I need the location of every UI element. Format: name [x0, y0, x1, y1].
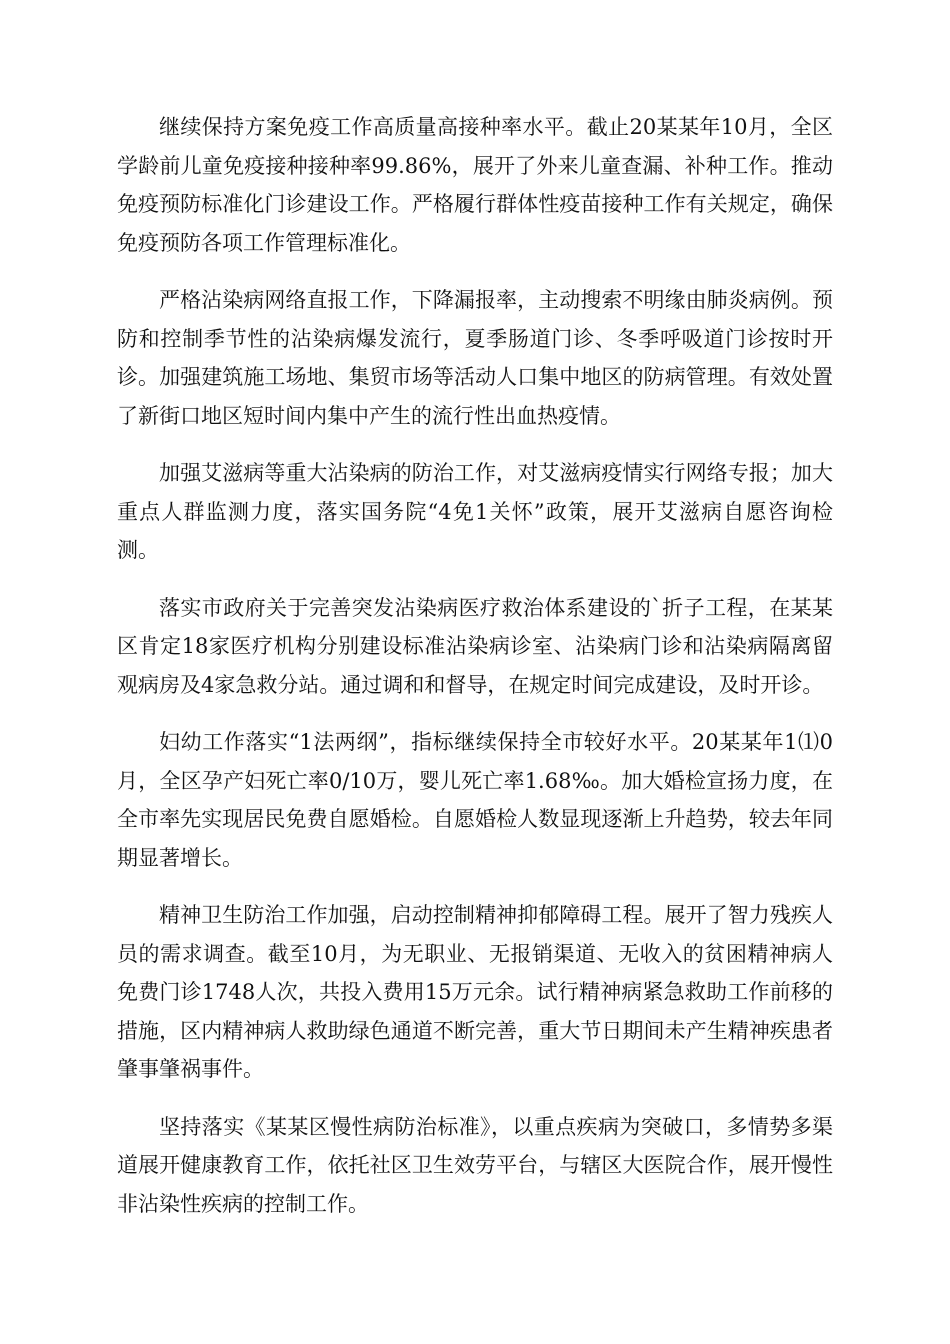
paragraph-aids-prevention: 加强艾滋病等重大沾染病的防治工作，对艾滋病疫情实行网络专报；加大重点人群监测力度，落实国务院“4免1关怀”政策，展开艾滋病自愿咨询检测。	[117, 461, 833, 562]
document-body	[117, 108, 833, 1242]
paragraph-chronic-disease: 坚持落实《某某区慢性病防治标准》，以重点疾病为突破口，多情势多渠道展开健康教育工作，依托社区卫生效劳平台，与辖区大医院合作，展开慢性非沾染性疾病的控制工作。	[117, 1114, 833, 1216]
paragraph-immunization: 继续保持方案免疫工作高质量高接种率水平。截止20某某年10月，全区学龄前儿童免疫接种接种率99.86%，展开了外来儿童查漏、补种工作。推动免疫预防标准化门诊建设工作。严格履行群体性疫苗接种工作有关规定，确保免疫预防各项工作管理标准化。	[117, 115, 833, 255]
paragraph-maternal-child-health: 妇幼工作落实“1法两纲”，指标继续保持全市较好水平。20某某年1⑴0月，全区孕产妇死亡率0/10万，婴儿死亡率1.68‰。加大婚检宣扬力度，在全市率先实现居民免费自愿婚检。自愿婚检人数显现逐渐上升趋势，较去年同期显著增长。	[117, 730, 833, 870]
paragraph-mental-health: 精神卫生防治工作加强，启动控制精神抑郁障碍工程。展开了智力残疾人员的需求调查。截至10月，为无职业、无报销渠道、无收入的贫困精神病人免费门诊1748人次，共投入费用15万元余。试行精神病紧急救助工作前移的措施，区内精神病人救助绿色通道不断完善，重大节日期间未产生精神疾患者肇事肇祸事件。	[117, 903, 833, 1081]
paragraph-treatment-system: 落实市政府关于完善突发沾染病医疗救治体系建设的`折子工程，在某某区肯定18家医疗机构分别建设标准沾染病诊室、沾染病门诊和沾染病隔离留观病房及4家急救分站。通过调和和督导，在规定时间完成建设，及时开诊。	[117, 595, 833, 697]
paragraph-infectious-disease-reporting: 严格沾染病网络直报工作，下降漏报率，主动搜索不明缘由肺炎病例。预防和控制季节性的沾染病爆发流行，夏季肠道门诊、冬季呼吸道门诊按时开诊。加强建筑施工场地、集贸市场等活动人口集中地区的防病管理。有效处置了新街口地区短时间内集中产生的流行性出血热疫情。	[117, 288, 833, 428]
